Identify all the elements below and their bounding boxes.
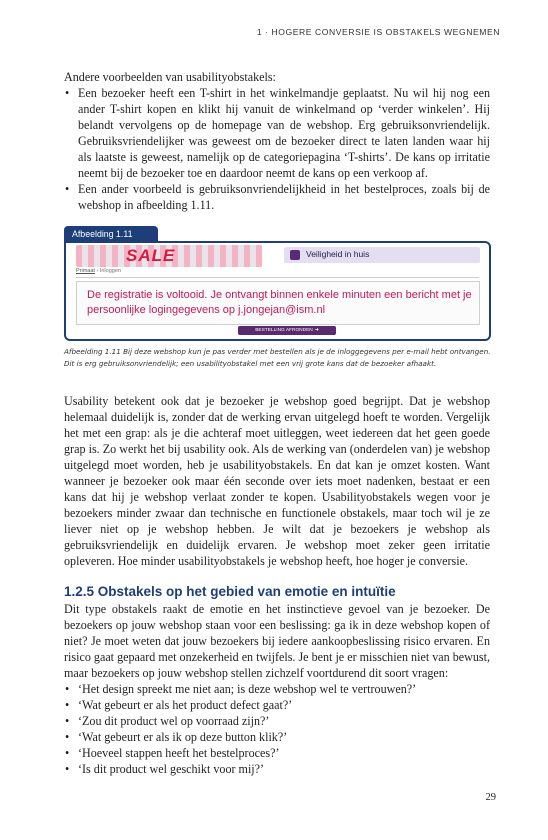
question-item: • ‘Wat gebeurt er als het product defect gaat?’ xyxy=(64,697,490,713)
divider xyxy=(76,277,479,278)
section-paragraph: Dit type obstakels raakt de emotie en het instinctieve gevoel van je bezoeker. De bezoekers op jouw webshop staan voor een beslissing: ga ik in deze webshop kopen of niet? Je moet weten dat jouw bezoekers bij iedere aankoopbeslissing risico ervaren. En risico gaat gepaard met onzekerheid en twijfels. Je bent je er misschien niet van bewust, maar bezoekers op jouw webshop stellen zichzelf voortdurend dit soort vragen: xyxy=(64,602,490,680)
confirmation-message-box xyxy=(76,281,480,325)
intro-lead: Andere voorbeelden van usabilityobstakels: xyxy=(64,70,276,84)
question-item: • ‘Is dit product wel geschikt voor mij?’ xyxy=(64,761,490,777)
breadcrumb-separator: › xyxy=(94,268,100,274)
arrow-right-icon: ➔ xyxy=(314,328,319,333)
figure-screenshot xyxy=(64,241,491,341)
running-head: 1 · HOGERE CONVERSIE IS OBSTAKELS WEGNEMEN xyxy=(256,27,500,37)
question-item: • ‘Hoeveel stappen heeft het bestelproces?’ xyxy=(64,745,490,761)
intro-block xyxy=(64,69,490,213)
bullet-item: • Een ander voorbeeld is gebruiksonvriendelijkheid in het bestelproces, zoals bij de webshop in afbeelding 1.11. xyxy=(64,181,490,213)
intro-bullet-list xyxy=(64,85,490,213)
finish-order-button xyxy=(238,326,336,335)
bullet-item: • Een bezoeker heeft een T-shirt in het winkelmandje geplaatst. Nu wil hij nog een ander T-shirt kopen en klikt hij vanuit de winkelmand op ‘verder winkelen’. Hij belandt vervolgens op de homepage van de webshop. Erg gebruiksonvriendelijk. Gebruiksvriendelijker was geweest om de bezoeker direct te laten landen waar hij als laatste is geweest, namelijk op de categoriepagina ‘T-shirts’. De kans op irritatie neemt bij de bezoeker toe en daardoor neemt de kans op een verkoop af. xyxy=(64,85,490,181)
section-block xyxy=(64,601,490,777)
security-banner xyxy=(284,247,480,263)
breadcrumb-home: Primaat xyxy=(76,268,95,274)
question-item: • ‘Zou dit product wel op voorraad zijn?’ xyxy=(64,713,490,729)
usability-paragraph: Usability betekent ook dat je bezoeker je webshop goed begrijpt. Dat je webshop helemaal duidelijk is, zonder dat de werking ervan uitgelegd hoeft te worden. Vergelijk het met een grap: als je die achteraf moet uitleggen, weet iedereen dat het geen goede grap is. Zo werkt het bij usability ook. Als de werking van (onderdelen van) je webshop uitgelegd moet worden, heb je usabilityobstakels. En dat kan je omzet kosten. Want wanneer je bezoeker ook maar één seconde over iets moet nadenken, bestaat er een kans dat hij je webshop verlaat zonder te kopen. Usabilityobstakels wegen voor je bezoekers minder zwaar dan technische en functionele obstakels, maar toch wil je ze liever niet op je webshop hebben. Je wilt dat je bezoekers je webshop als gebruiksvriendelijk en duidelijk ervaren. Je webshop moet zeker geen irritatie opleveren. Hoe minder usabilityobstakels je webshop heeft, hoe hoger je conversie. xyxy=(64,394,490,568)
security-banner-text: Veiligheid in huis xyxy=(306,249,370,259)
question-item: • ‘Het design spreekt me niet aan; is deze webshop wel te vertrouwen?’ xyxy=(64,681,490,697)
question-item: • ‘Wat gebeurt er als ik op deze button klik?’ xyxy=(64,729,490,745)
breadcrumb xyxy=(76,268,121,274)
section-heading: 1.2.5 Obstakels op het gebied van emotie en intuïtie xyxy=(64,584,396,599)
question-list xyxy=(64,681,490,777)
sale-banner-text: SALE xyxy=(126,246,176,265)
figure-caption: Afbeelding 1.11 Bij deze webshop kun je pas verder met bestellen als je de inloggegevens per e-mail hebt ontvangen. Dit is erg gebruiksonvriendelijk; een usabilityobstakel met een vrij grote kans dat de bezoeker afhaakt. xyxy=(64,347,491,368)
sale-banner xyxy=(76,245,262,267)
figure-label-tab: Afbeelding 1.11 xyxy=(64,226,158,242)
lock-icon xyxy=(290,250,300,260)
page-number: 29 xyxy=(485,792,496,803)
confirmation-message: De registratie is voltooid. Je ontvangt binnen enkele minuten een bericht met je persoonlijke logingegevens op j.jongejan@ism.nl xyxy=(87,289,472,316)
finish-order-button-label: BESTELLING AFRONDEN xyxy=(255,328,313,333)
breadcrumb-current: Inloggen xyxy=(99,268,121,274)
